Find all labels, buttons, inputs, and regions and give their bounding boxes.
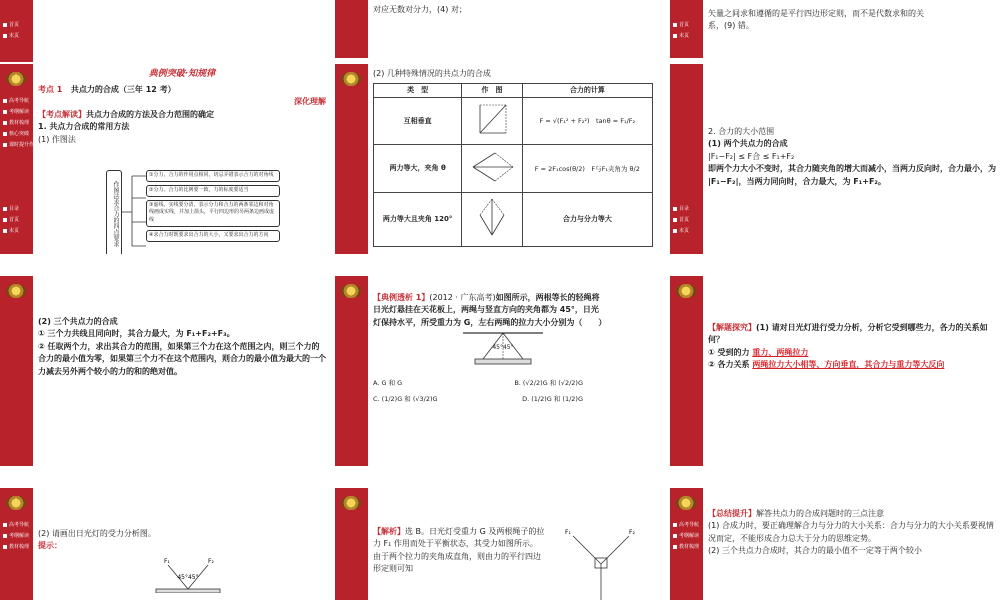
nav-item[interactable]: 目录 — [3, 204, 31, 215]
nav-bottom[interactable] — [3, 204, 31, 237]
subheading: (1) 作图法 — [38, 134, 76, 144]
logo-icon — [341, 72, 361, 86]
mind-connector — [122, 170, 146, 254]
logo-icon — [6, 284, 26, 298]
row-calc: F = 2F₁cos(θ/2) F与F₁夹角为 θ/2 — [522, 145, 652, 193]
nav-short[interactable] — [3, 20, 31, 42]
nav-item[interactable]: 课时提升作业 — [3, 140, 31, 151]
nav-item[interactable]: 考纲解读 — [673, 531, 701, 542]
option-a[interactable]: A. G 和 G — [373, 378, 403, 387]
table-row — [374, 193, 653, 247]
logo-icon — [341, 284, 361, 298]
paragraph: ② 任取两个力，求出其合力的范围，如果第三个力在这个范围之内，则三个力的合力的最小值为零，如果第三个力不在这个范围内，则合力的最小值为最大的一个力减去另外两个较小的力的和的绝对值。 — [38, 341, 326, 376]
option-b[interactable]: B. (√2/2)G 和 (√2/2)G — [514, 378, 583, 387]
sidebar — [670, 276, 703, 466]
question-text: 如图所示，两根等长的轻绳将 — [495, 293, 600, 302]
sidebar — [0, 0, 33, 62]
answer-label: ② 各力关系 — [708, 360, 750, 370]
heading: 2. 合力的大小范围 — [708, 127, 775, 136]
diagram-perpendicular — [462, 98, 522, 145]
slide-12 — [670, 488, 1000, 600]
paragraph: (2) 三个共点力合成时，其合力的最小值不一定等于两个较小 — [708, 546, 922, 556]
nav-end[interactable]: 末页 — [673, 31, 701, 42]
sidebar — [0, 488, 33, 600]
lead-tag: 【考点解读】 — [38, 109, 86, 119]
force-label: F₂ — [208, 557, 214, 565]
slide-3 — [670, 0, 1000, 58]
sidebar — [670, 64, 703, 254]
sidebar — [335, 0, 368, 58]
nav-item[interactable]: 高考导航 — [673, 520, 701, 531]
explore-tag: 【解题探究】 — [708, 323, 756, 332]
lamp-diagram — [453, 329, 553, 373]
sidebar — [335, 276, 368, 466]
example-tag: 【典例透析 1】 — [373, 293, 430, 302]
nav-end[interactable]: 末页 — [3, 31, 31, 42]
nav-item[interactable]: 考纲解读 — [3, 531, 31, 542]
diagram-equal-angle — [462, 145, 522, 193]
paragraph: 即两个力大小不变时，其合力随夹角的增大而减小，当两力反向时，合力最小，为 |F₁−F₂|，当两力同向时，合力最大，为 F₁+F₂。 — [708, 164, 996, 186]
slide-7 — [0, 276, 330, 466]
slide-8 — [335, 276, 665, 466]
logo-icon — [676, 496, 696, 510]
mind-item: ②分力、合力的比例要一致，力的标度要适当 — [146, 185, 280, 197]
subheading: (1) 两个共点力的合成 — [708, 139, 788, 149]
section-banner: 典例突破·知规律 — [148, 69, 216, 79]
formula: |F₁−F₂| ≤ F合 ≤ F₁+F₂ — [708, 151, 795, 161]
point-title: 共点力的合成（三年 12 考） — [70, 84, 176, 94]
row-calc: 合力与分力等大 — [522, 193, 652, 247]
nav-item[interactable]: 末页 — [3, 226, 31, 237]
paragraph: (1) 合成力时，要正确理解合力与分力的大小关系：合力与分力的大小关系要视情况而定，不能形成合力总大于分力的思维定势。 — [708, 521, 994, 543]
nav-item[interactable]: 教材梳理 — [3, 542, 31, 553]
force-label: F₁ — [565, 529, 571, 536]
logo-icon — [676, 284, 696, 298]
logo-icon — [6, 72, 26, 86]
force-diagram — [128, 553, 248, 593]
example-source: (2012 · 广东高考) — [429, 293, 496, 302]
question-text: (2) 请画出日光灯的受力分析图。 — [38, 529, 156, 538]
angle-label: 45°45° — [492, 344, 514, 352]
table-header: 合力的计算 — [522, 84, 652, 98]
analysis-tag: 【解析】 — [373, 527, 405, 536]
table-row — [374, 145, 653, 193]
summary-tag: 【总结提升】 — [708, 509, 756, 518]
slide-6 — [670, 64, 1000, 254]
nav-item[interactable]: 核心突破 — [3, 129, 31, 140]
logo-icon — [6, 496, 26, 510]
answer-fill: 两绳拉力大小相等、方向垂直，其合力与重力等大反向 — [752, 360, 945, 370]
text-line: 对应无数对分力，(4) 对； — [373, 5, 467, 14]
mind-center: 作图法求合力的四点要求 — [106, 170, 122, 254]
lead-text: 共点力合成的方法及合力范围的确定 — [86, 109, 214, 119]
row-type: 互相垂直 — [374, 98, 462, 145]
heading: 1. 共点力合成的常用方法 — [38, 122, 130, 132]
option-d[interactable]: D. (1/2)G 和 (1/2)G — [522, 394, 583, 403]
row-type: 两力等大，夹角 θ — [374, 145, 462, 193]
table-header: 类 型 — [374, 84, 462, 98]
slide-1 — [0, 0, 330, 62]
nav-item[interactable]: 首页 — [673, 215, 701, 226]
sidebar — [0, 276, 33, 466]
summary-lead: 解答共点力的合成问题时的三点注意 — [756, 509, 884, 518]
question-text: 日光灯悬挂在天花板上，两绳与竖直方向的夹角都为 45°，日光 — [373, 305, 599, 315]
question-text: 灯保持水平，所受重力为 G，左右两绳的拉力大小分别为（ ） — [373, 317, 607, 327]
text-line: 系，(9) 错。 — [708, 21, 754, 31]
point-label: 考点 1 — [38, 84, 63, 94]
nav-item[interactable]: 高考导航 — [3, 96, 31, 107]
slide-5 — [335, 64, 665, 254]
angle-label: 45°45° — [177, 573, 199, 581]
table-header: 作 图 — [462, 84, 522, 98]
logo-icon — [341, 496, 361, 510]
nav-home[interactable]: 首页 — [673, 20, 701, 31]
question-text: (1) 请对日光灯进行受力分析，分析它受到哪些力，各力的关系如何？ — [708, 323, 988, 345]
heading: (2) 几种特殊情况的共点力的合成 — [373, 69, 491, 78]
sidebar — [335, 64, 368, 254]
nav-home[interactable]: 首页 — [3, 20, 31, 31]
sidebar — [670, 488, 703, 600]
sidebar — [335, 488, 368, 600]
nav-top[interactable] — [3, 520, 31, 553]
mind-item: ④求合力时既要求出合力的大小，又要求出合力的方向 — [146, 230, 280, 242]
force-label: F₁ — [164, 557, 170, 565]
nav-item[interactable]: 首页 — [3, 215, 31, 226]
nav-top[interactable] — [673, 520, 701, 553]
nav-top[interactable] — [3, 96, 40, 151]
text-line: 矢量之间求和遵循的是平行四边形定则，而不是代数求和的关 — [708, 9, 924, 18]
slide-11 — [335, 488, 665, 600]
answer-fill: 重力、两绳拉力 — [752, 347, 809, 357]
composition-table — [373, 83, 653, 247]
nav-item[interactable]: 教材梳理 — [3, 118, 31, 129]
nav-bottom[interactable] — [673, 204, 701, 237]
hint-label: 提示： — [38, 541, 62, 551]
slide-9 — [670, 276, 1000, 466]
tag-label: 深化理解 — [294, 97, 326, 107]
nav-short[interactable] — [673, 20, 701, 42]
mind-item: ①分力、合力的作用点相同，切忌弄错表示合力的对角线 — [146, 170, 280, 182]
nav-item[interactable]: 高考导航 — [3, 520, 31, 531]
nav-item[interactable]: 考纲解读 — [3, 107, 31, 118]
sidebar — [0, 64, 40, 254]
sidebar — [670, 0, 703, 58]
nav-item[interactable]: 末页 — [673, 226, 701, 237]
paragraph: ① 三个力共线且同向时，其合力最大，为 F₁+F₂+F₃。 — [38, 329, 235, 339]
slide-10 — [0, 488, 330, 600]
analysis-text: 选 B。日光灯受重力 G 及两根绳子的拉力 F₁ 作用而处于平衡状态，其受力如图所示。由于两个拉力的夹角成直角，则由力的平行四边形定则可知 — [373, 527, 545, 574]
diagram-120 — [462, 193, 522, 247]
row-calc: F = √(F₁² + F₂²) tanθ = F₁/F₂ — [522, 98, 652, 145]
slide-4 — [0, 64, 330, 254]
analysis-diagram — [561, 524, 641, 600]
option-c[interactable]: C. (1/2)G 和 (√3/2)G — [373, 394, 438, 403]
mind-item: ③虚线、实线要分清，表示分力和合力的两条邻边和对角线画成实线，并加上箭头，平行四边形的另两条边画成虚线 — [146, 200, 280, 227]
answer-label: ① 受到的力 — [708, 347, 750, 357]
table-row — [374, 98, 653, 145]
slide-2 — [335, 0, 665, 58]
force-label: F₂ — [629, 529, 635, 536]
heading: (2) 三个共点力的合成 — [38, 317, 118, 326]
nav-item[interactable]: 目录 — [673, 204, 701, 215]
row-type: 两力等大且夹角 120° — [374, 193, 462, 247]
nav-item[interactable]: 教材梳理 — [673, 542, 701, 553]
